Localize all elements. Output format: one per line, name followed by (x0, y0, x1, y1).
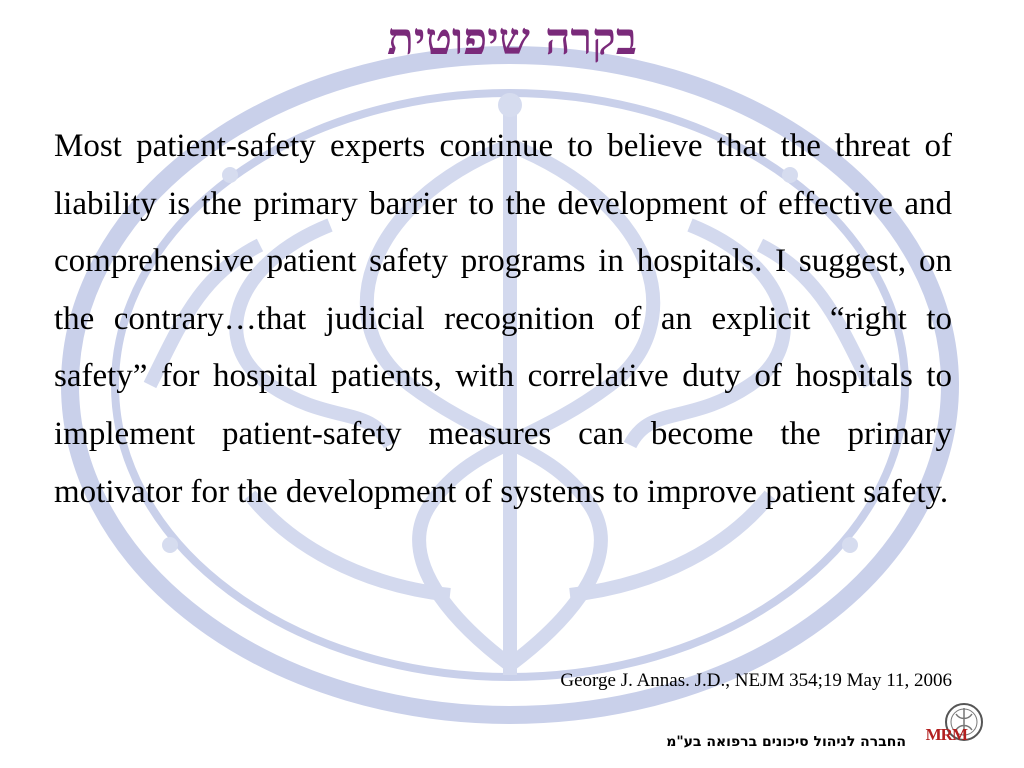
slide-title: בקרה שיפוטית (387, 14, 637, 65)
citation: George J. Annas. J.D., NEJM 354;19 May 11, 2006 (560, 670, 952, 691)
organization-name: החברה לניהול סיכונים ברפואה בע"מ (666, 734, 906, 750)
quote-text: Most patient-safety experts continue to believe that the threat of liability is the primary barrier to the development of effective and comprehensive patient safety programs in hospitals. I suggest, on the contrary…that judicial recognition of an explicit “right to safety” for hospital patients, with correlative duty of hospitals to implement patient-safety measures can become the primary motivator for the development of systems to improve patient safety. (54, 128, 952, 510)
footer (0, 725, 1024, 760)
logo-text: MRM (925, 725, 967, 744)
